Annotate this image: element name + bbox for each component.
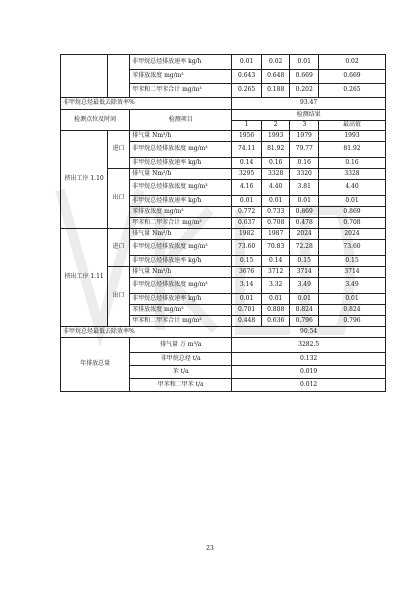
- inlet-label: 进口: [108, 229, 130, 267]
- table-row: [61, 169, 386, 180]
- value-cell: 0.265: [232, 84, 262, 98]
- value-cell: 0.01: [290, 294, 319, 305]
- table-row: [61, 327, 386, 338]
- value-cell: 0.669: [290, 70, 319, 84]
- value-cell: 3676: [232, 267, 262, 278]
- value-cell: 0.012: [232, 379, 386, 392]
- value-cell: 0.796: [290, 316, 319, 327]
- value-cell: 3.81: [290, 180, 319, 196]
- item-label: 苯 t/a: [130, 366, 232, 379]
- value-cell: 0.869: [290, 207, 319, 218]
- value-cell: 0.15: [319, 256, 386, 267]
- item-label: 排气量 万 m³/a: [130, 338, 232, 353]
- item-label: 排气量 Nm³/h: [130, 131, 232, 142]
- page-number: 23: [206, 545, 214, 552]
- table-row: [61, 338, 386, 353]
- value-cell: 1956: [232, 131, 262, 142]
- value-cell: 2024: [319, 229, 386, 240]
- value-cell: 81.92: [319, 142, 386, 158]
- value-cell: 0.01: [232, 294, 262, 305]
- value-cell: 4.40: [319, 180, 386, 196]
- value-cell: 3714: [319, 267, 386, 278]
- value-cell: 0.701: [232, 305, 262, 316]
- value-cell: 0.648: [261, 70, 290, 84]
- table-row: [61, 229, 386, 240]
- value-cell: 0.824: [319, 305, 386, 316]
- header-col: 2: [261, 121, 290, 131]
- value-cell: 0.824: [290, 305, 319, 316]
- value-cell: 3.32: [261, 278, 290, 294]
- value-cell: 0.02: [319, 55, 386, 70]
- efficiency-value: 90.54: [232, 327, 386, 338]
- value-cell: 3320: [290, 169, 319, 180]
- header-col: 最高值: [319, 121, 386, 131]
- table-row: [61, 131, 386, 142]
- value-cell: 3712: [261, 267, 290, 278]
- value-cell: 0.01: [232, 55, 262, 70]
- value-cell: 0.636: [261, 316, 290, 327]
- item-label: 非甲烷总烃排放速率 kg/h: [130, 55, 232, 70]
- item-label: 苯排放浓度 mg/m³: [130, 305, 232, 316]
- value-cell: 0.869: [319, 207, 386, 218]
- value-cell: 0.708: [261, 218, 290, 229]
- table-row: [61, 110, 386, 121]
- header-position-time: 检测点位及时间: [61, 110, 130, 131]
- value-cell: 0.265: [319, 84, 386, 98]
- header-item: 检测项目: [130, 110, 232, 131]
- table-row: [61, 55, 386, 70]
- value-cell: 0.01: [290, 196, 319, 207]
- item-label: 甲苯和二甲苯 t/a: [130, 379, 232, 392]
- value-cell: 0.637: [232, 218, 262, 229]
- value-cell: 3.14: [232, 278, 262, 294]
- item-label: 非甲烷总烃排放浓度 mg/m³: [130, 240, 232, 256]
- value-cell: 3328: [261, 169, 290, 180]
- outlet-label: 出口: [108, 169, 130, 229]
- value-cell: 0.01: [319, 294, 386, 305]
- inlet-label: 进口: [108, 131, 130, 169]
- value-cell: 0.202: [290, 84, 319, 98]
- value-cell: 74.11: [232, 142, 262, 158]
- value-cell: 0.01: [232, 196, 262, 207]
- value-cell: 73.60: [232, 240, 262, 256]
- item-label: 排气量 Nm³/h: [130, 267, 232, 278]
- item-label: 非甲烷总烃排放速率 kg/h: [130, 294, 232, 305]
- value-cell: 0.808: [261, 305, 290, 316]
- group-name: 挤出工序 1.10: [61, 131, 108, 229]
- value-cell: 0.772: [232, 207, 262, 218]
- value-cell: 0.643: [232, 70, 262, 84]
- table-row: [61, 267, 386, 278]
- value-cell: 0.16: [319, 158, 386, 169]
- value-cell: 3.49: [319, 278, 386, 294]
- blank-cell: [108, 55, 130, 98]
- item-label: 苯排放浓度 mg/m³: [130, 207, 232, 218]
- value-cell: 0.16: [261, 158, 290, 169]
- value-cell: 3714: [290, 267, 319, 278]
- value-cell: 0.16: [290, 158, 319, 169]
- header-col: 1: [232, 121, 262, 131]
- value-cell: 1979: [290, 131, 319, 142]
- efficiency-label: 非甲烷总烃最低去除效率%: [61, 98, 232, 110]
- value-cell: 79.77: [290, 142, 319, 158]
- item-label: 甲苯和二甲苯合计 mg/m³: [130, 316, 232, 327]
- value-cell: 0.15: [232, 256, 262, 267]
- item-label: 非甲烷总烃排放浓度 mg/m³: [130, 180, 232, 196]
- annual-total-label: 年排放总量: [61, 338, 130, 392]
- header-col: 3: [290, 121, 319, 131]
- efficiency-value: 93.47: [232, 98, 386, 110]
- value-cell: 0.15: [290, 256, 319, 267]
- item-label: 苯排放浓度 mg/m³: [130, 70, 232, 84]
- outlet-label: 出口: [108, 267, 130, 327]
- value-cell: 0.796: [319, 316, 386, 327]
- value-cell: 1982: [232, 229, 262, 240]
- item-label: 甲苯和二甲苯合计 mg/m³: [130, 84, 232, 98]
- value-cell: 81.92: [261, 142, 290, 158]
- value-cell: 0.448: [232, 316, 262, 327]
- value-cell: 3.49: [290, 278, 319, 294]
- value-cell: 0.01: [261, 294, 290, 305]
- item-label: 非甲烷总烃排放浓度 mg/m³: [130, 142, 232, 158]
- value-cell: 1993: [319, 131, 386, 142]
- blank-cell: [61, 55, 108, 98]
- value-cell: 4.40: [261, 180, 290, 196]
- group-name: 挤出工序 1.11: [61, 229, 108, 327]
- value-cell: 3282.5: [232, 338, 386, 353]
- value-cell: 0.132: [232, 353, 386, 366]
- value-cell: 0.669: [319, 70, 386, 84]
- item-label: 排气量 Nm³/h: [130, 229, 232, 240]
- value-cell: 0.01: [319, 196, 386, 207]
- value-cell: 1987: [261, 229, 290, 240]
- value-cell: 0.01: [290, 55, 319, 70]
- value-cell: 0.019: [232, 366, 386, 379]
- header-results: 检测结果: [232, 110, 386, 121]
- table-row: [61, 98, 386, 110]
- value-cell: 70.83: [261, 240, 290, 256]
- value-cell: 0.708: [319, 218, 386, 229]
- value-cell: 73.60: [319, 240, 386, 256]
- value-cell: 0.14: [232, 158, 262, 169]
- value-cell: 2024: [290, 229, 319, 240]
- item-label: 非甲烷总烃排放速率 kg/h: [130, 256, 232, 267]
- item-label: 排气量 Nm³/h: [130, 169, 232, 180]
- value-cell: 3295: [232, 169, 262, 180]
- value-cell: 0.188: [261, 84, 290, 98]
- value-cell: 0.478: [290, 218, 319, 229]
- value-cell: 3328: [319, 169, 386, 180]
- efficiency-label: 非甲烷总烃最低去除效率%: [61, 327, 232, 338]
- value-cell: 4.16: [232, 180, 262, 196]
- value-cell: 0.733: [261, 207, 290, 218]
- value-cell: 0.14: [261, 256, 290, 267]
- item-label: 非甲烷总烃 t/a: [130, 353, 232, 366]
- item-label: 非甲烷总烃排放浓度 mg/m³: [130, 278, 232, 294]
- value-cell: 0.01: [261, 196, 290, 207]
- value-cell: 0.02: [261, 55, 290, 70]
- item-label: 非甲烷总烃排放速率 kg/h: [130, 196, 232, 207]
- value-cell: 1993: [261, 131, 290, 142]
- value-cell: 72.28: [290, 240, 319, 256]
- item-label: 甲苯和二甲苯合计 mg/m³: [130, 218, 232, 229]
- monitoring-table: [60, 54, 386, 392]
- item-label: 非甲烷总烃排放速率 kg/h: [130, 158, 232, 169]
